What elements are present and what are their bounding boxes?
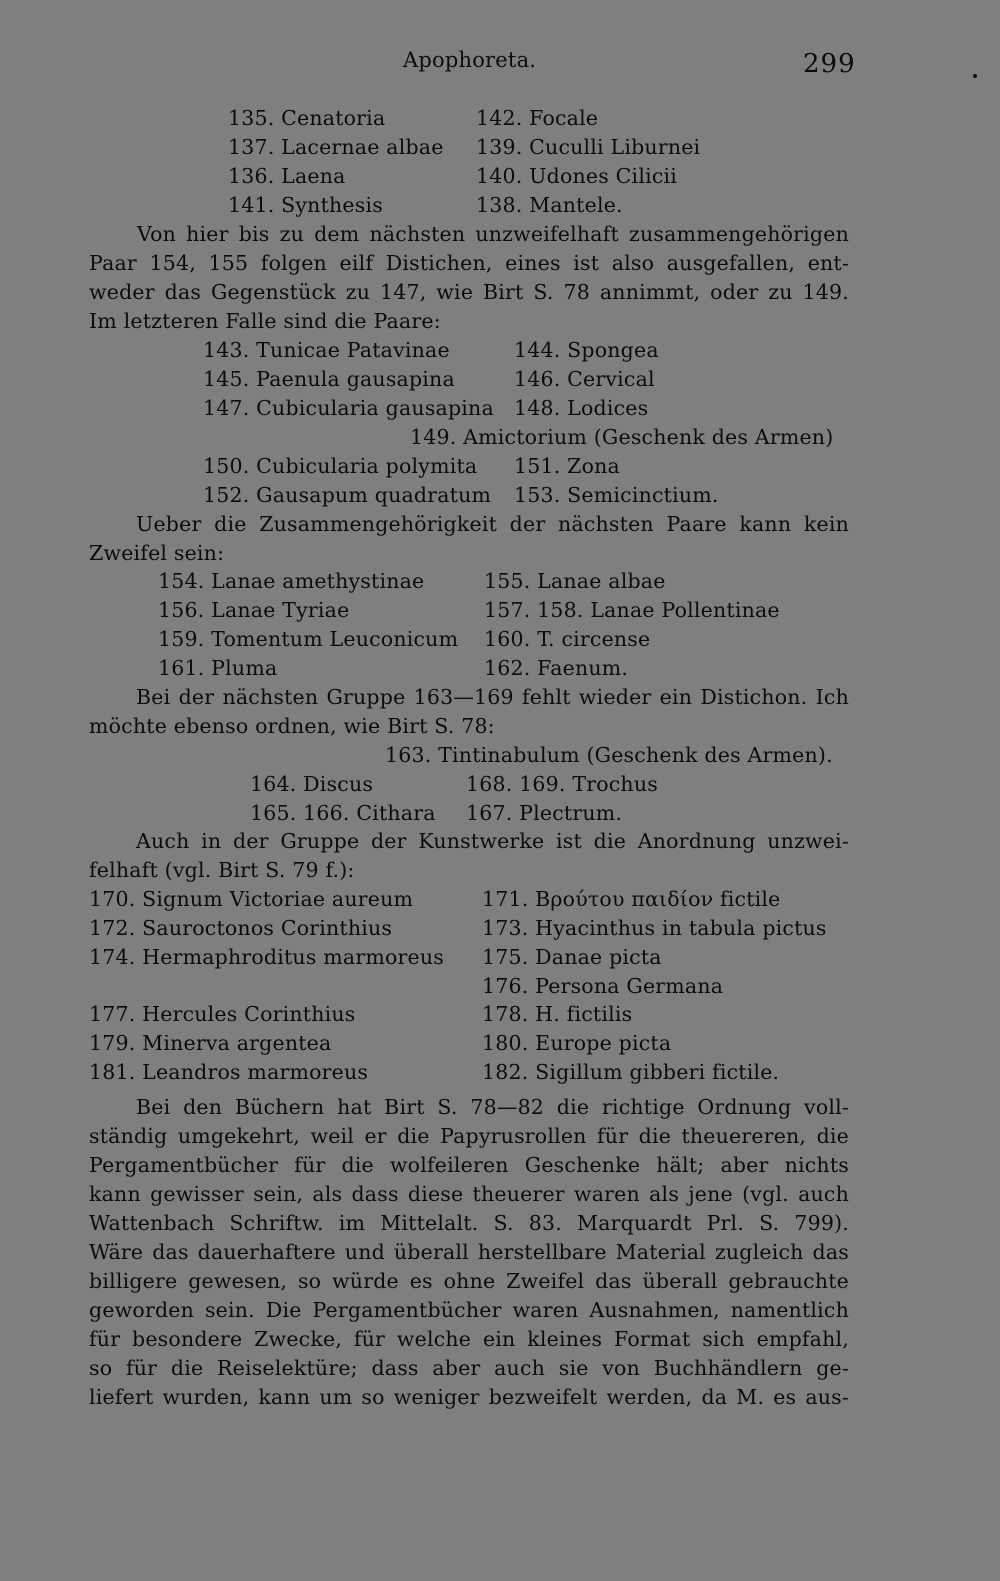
paragraph-line: geworden sein. Die Pergamentbücher waren Ausnahmen, namentlich (89, 1298, 849, 1322)
paragraph-line: so für die Reiselektüre; dass aber auch sie von Buchhändlern ge- (89, 1356, 849, 1380)
list-item: 141. Synthesis (228, 193, 383, 217)
paragraph-line: Wäre das dauerhaftere und überall herstellbare Material zugleich das (89, 1240, 849, 1264)
list-item: 155. Lanae albae (484, 569, 666, 593)
list-item: 174. Hermaphroditus marmoreus (89, 945, 444, 969)
list-item: 164. Discus (250, 772, 374, 796)
list-item: 135. Cenatoria (228, 106, 386, 130)
list-item: 178. H. fictilis (482, 1002, 633, 1026)
list-item: 165. 166. Cithara (250, 801, 436, 825)
list-item: 162. Faenum. (484, 656, 629, 680)
page-number: 299 (803, 49, 856, 79)
paragraph-line: für besondere Zwecke, für welche ein kleines Format sich empfahl, (89, 1327, 849, 1351)
paragraph-line: Im letzteren Falle sind die Paare: (89, 309, 441, 333)
list-item: 160. T. circense (484, 627, 651, 651)
paragraph-line: kann gewisser sein, als dass diese theuerer waren als jene (vgl. auch (89, 1182, 849, 1206)
list-item: 146. Cervical (514, 367, 655, 391)
list-item: 180. Europe picta (482, 1031, 672, 1055)
paragraph-line: Wattenbach Schriftw. im Mittelalt. S. 83. Marquardt Prl. S. 799). (89, 1211, 849, 1235)
list-item: 154. Lanae amethystinae (158, 569, 425, 593)
running-header: Apophoreta. (403, 48, 537, 72)
list-item: 163. Tintinabulum (Geschenk des Armen). (385, 743, 833, 767)
list-item: 150. Cubicularia polymita (203, 454, 478, 478)
list-item: 157. 158. Lanae Pollentinae (484, 598, 780, 622)
list-item: 148. Lodices (514, 396, 649, 420)
list-item: 161. Pluma (158, 656, 278, 680)
list-item: 175. Danae picta (482, 945, 662, 969)
paragraph-line: ständig umgekehrt, weil er die Papyrusrollen für die theuereren, die (89, 1124, 849, 1148)
list-item: 181. Leandros marmoreus (89, 1060, 369, 1084)
list-item: 170. Signum Victoriae aureum (89, 887, 414, 911)
list-item: 171. Βρούτου παιδίον fictile (482, 887, 781, 911)
list-item: 147. Cubicularia gausapina (203, 396, 494, 420)
list-item: 138. Mantele. (476, 193, 623, 217)
paragraph-line: möchte ebenso ordnen, wie Birt S. 78: (89, 714, 495, 738)
list-item: 172. Sauroctonos Corinthius (89, 916, 393, 940)
list-item: 152. Gausapum quadratum (203, 483, 492, 507)
list-item: 176. Persona Germana (482, 974, 724, 998)
list-item: 143. Tunicae Patavinae (203, 338, 450, 362)
paragraph-line: Von hier bis zu dem nächsten unzweifelhaft zusammengehörigen (137, 222, 849, 246)
list-item: 151. Zona (514, 454, 620, 478)
paragraph-line: billigere gewesen, so würde es ohne Zweifel das überall gebrauchte (89, 1269, 849, 1293)
paragraph-line: weder das Gegenstück zu 147, wie Birt S. 78 annimmt, oder zu 149. (89, 280, 849, 304)
list-item: 182. Sigillum gibberi fictile. (482, 1060, 780, 1084)
list-item: 136. Laena (228, 164, 346, 188)
list-item: 168. 169. Trochus (466, 772, 658, 796)
list-item: 179. Minerva argentea (89, 1031, 332, 1055)
paragraph-line: Bei den Büchern hat Birt S. 78—82 die richtige Ordnung voll- (136, 1095, 849, 1119)
paragraph-line: felhaft (vgl. Birt S. 79 f.): (89, 858, 355, 882)
list-item: 167. Plectrum. (466, 801, 623, 825)
paragraph-line: Pergamentbücher für die wolfeileren Geschenke hält; aber nichts (89, 1153, 849, 1177)
list-item: 159. Tomentum Leuconicum (158, 627, 459, 651)
list-item: 140. Udones Cilicii (476, 164, 678, 188)
paragraph-line: Auch in der Gruppe der Kunstwerke ist die Anordnung unzwei- (136, 829, 849, 853)
list-item: 144. Spongea (514, 338, 659, 362)
print-speck (973, 74, 977, 78)
paragraph-line: Zweifel sein: (89, 541, 225, 565)
paragraph-line: Ueber die Zusammengehörigkeit der nächsten Paare kann kein (136, 512, 849, 536)
list-item: 139. Cuculli Liburnei (476, 135, 701, 159)
list-item: 156. Lanae Tyriae (158, 598, 350, 622)
paragraph-line: Bei der nächsten Gruppe 163—169 fehlt wieder ein Distichon. Ich (136, 685, 849, 709)
list-item: 173. Hyacinthus in tabula pictus (482, 916, 827, 940)
list-item: 153. Semicinctium. (514, 483, 719, 507)
paragraph-line: liefert wurden, kann um so weniger bezweifelt werden, da M. es aus- (89, 1385, 849, 1409)
list-item: 145. Paenula gausapina (203, 367, 455, 391)
paragraph-line: Paar 154, 155 folgen eilf Distichen, eines ist also ausgefallen, ent- (89, 251, 849, 275)
list-item: 177. Hercules Corinthius (89, 1002, 356, 1026)
list-item: 142. Focale (476, 106, 599, 130)
list-item: 149. Amictorium (Geschenk des Armen) (410, 425, 834, 449)
list-item: 137. Lacernae albae (228, 135, 444, 159)
